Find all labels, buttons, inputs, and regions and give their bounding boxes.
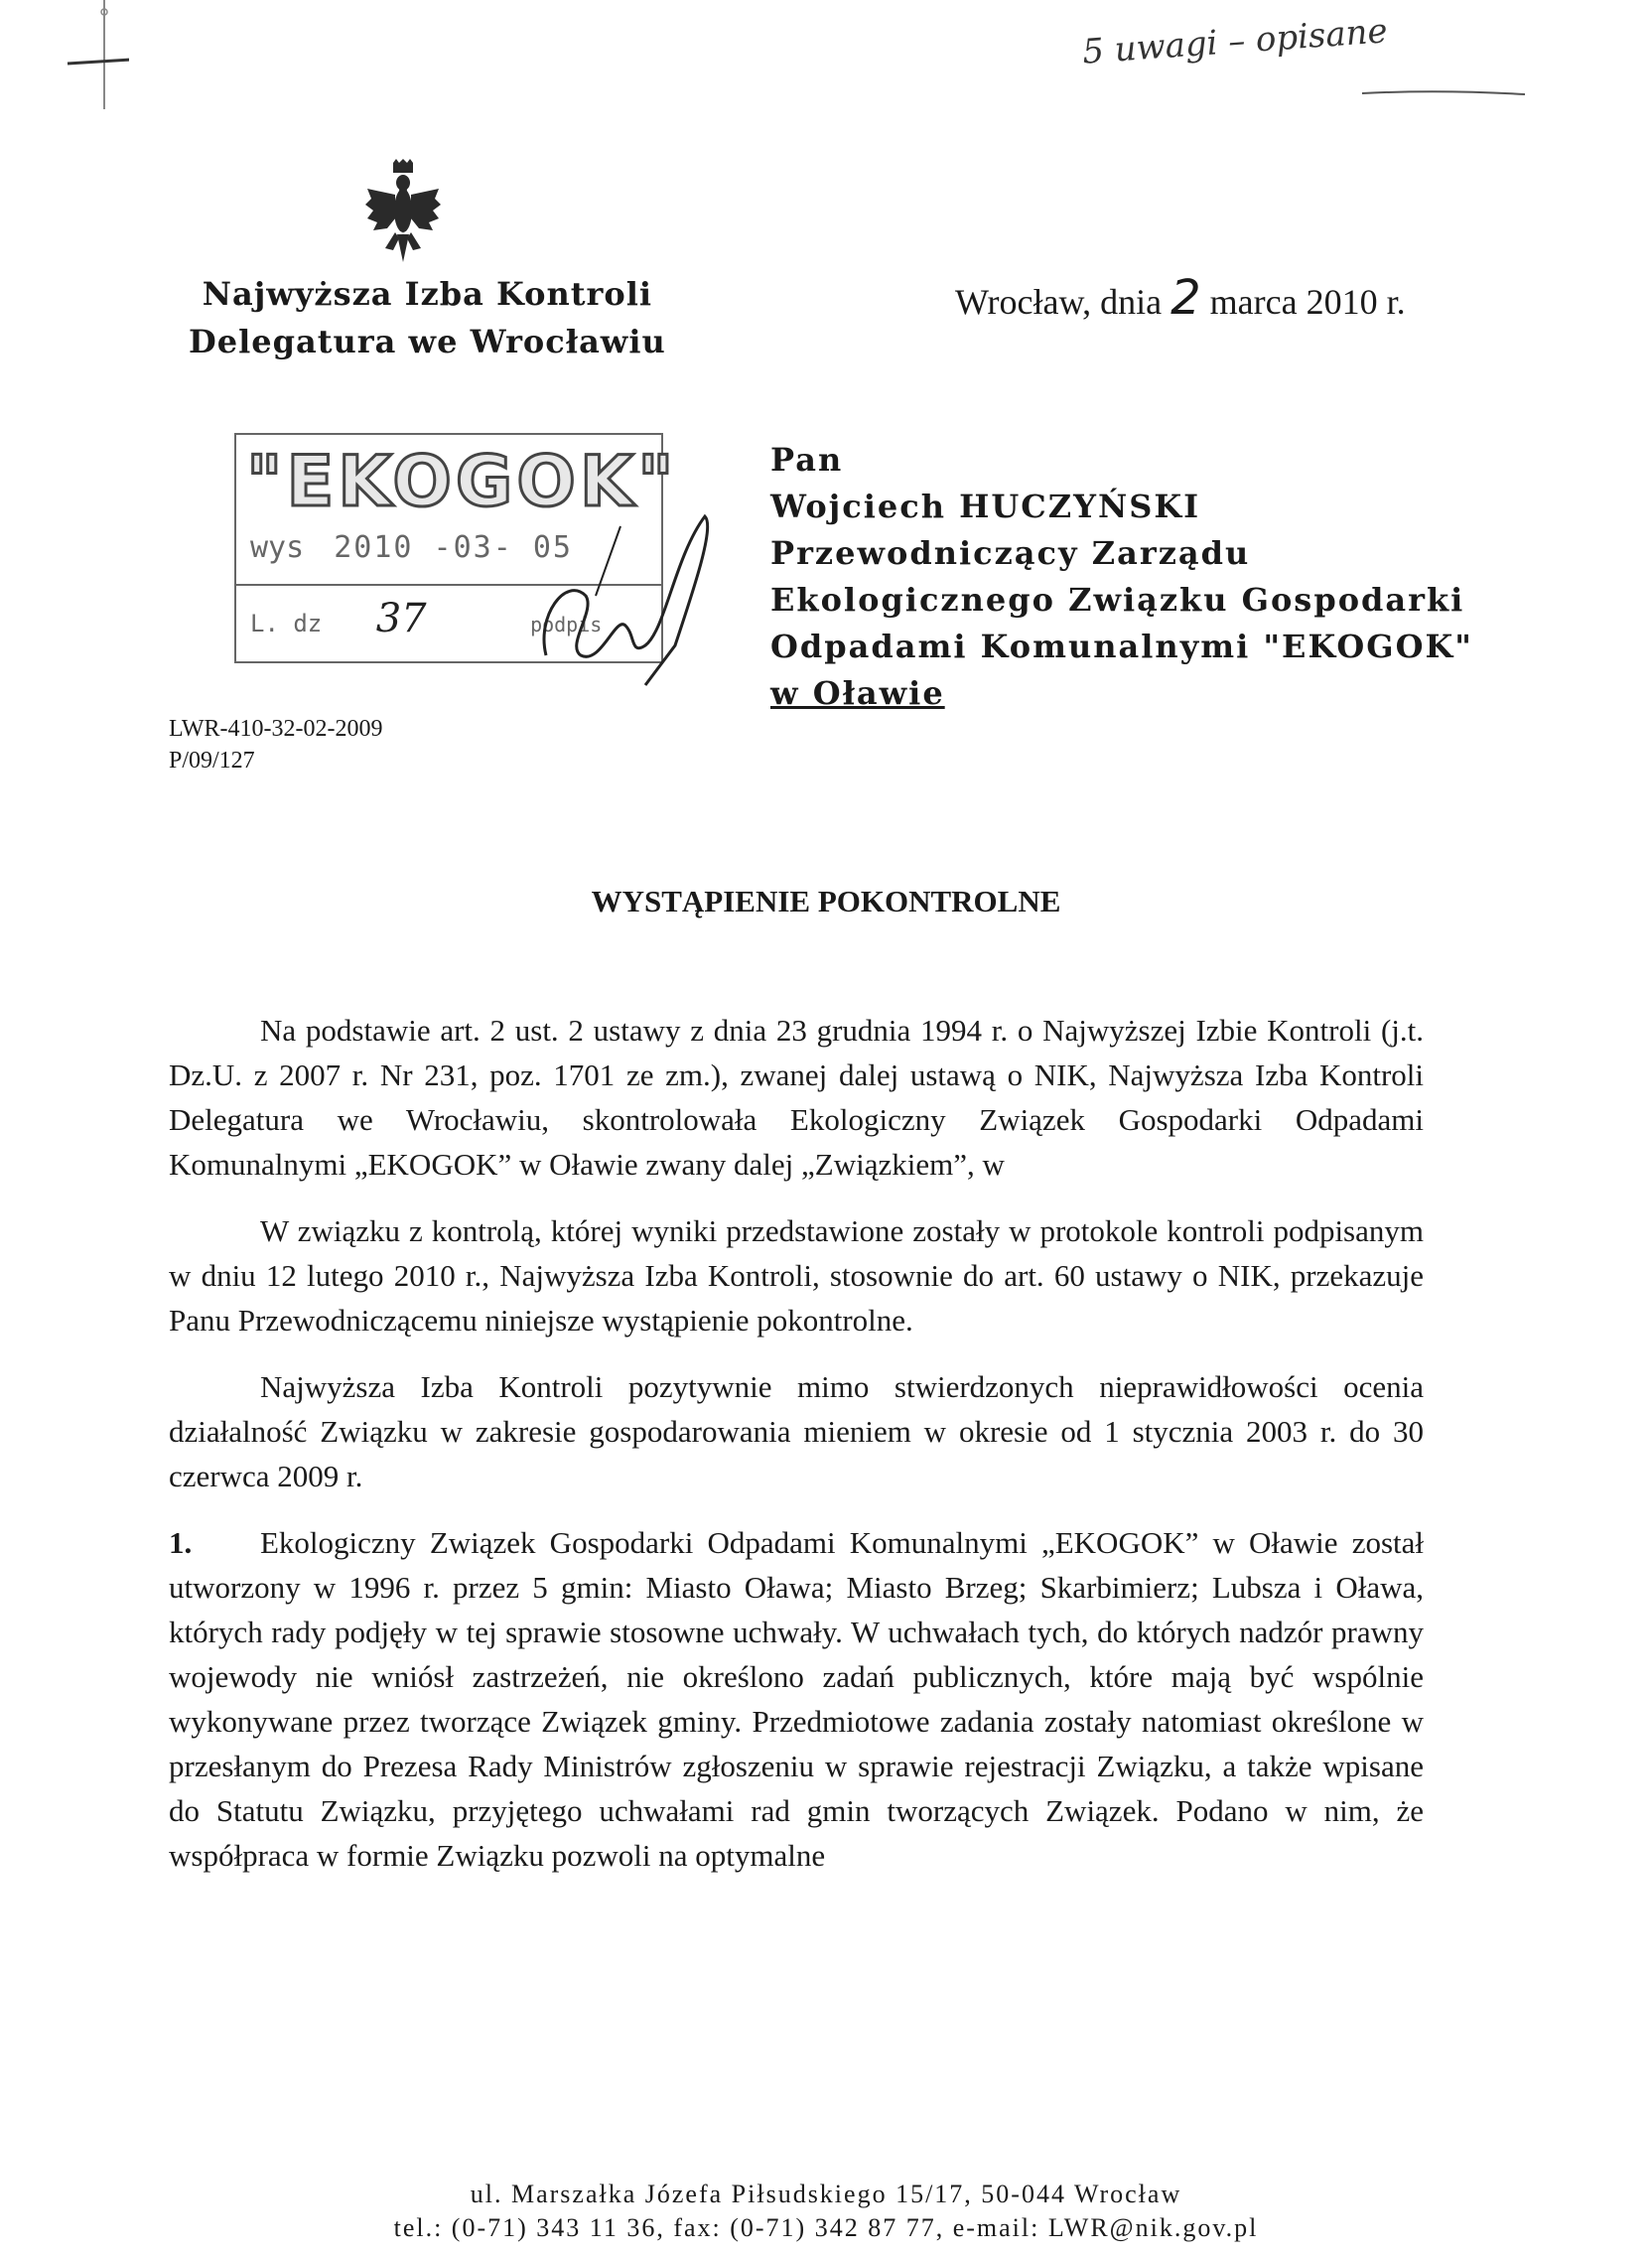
reference-control-number: P/09/127 bbox=[169, 748, 255, 774]
date-suffix: marca 2010 r. bbox=[1209, 282, 1406, 322]
paragraph-1: Na podstawie art. 2 ust. 2 ustawy z dnia 23 grudnia 1994 r. o Najwyższej Izbie Kontroli (j.t. Dz.U. z 2007 r. Nr 231, poz. 1701 ze zm.), zwanej dalej ustawą o NIK, Najwyższa Izba Kontroli Delegatura we Wrocławiu, skontrolowała Ekologiczny Związek Gospodarki Odpadami Komunalnymi „EKOGOK” w Oławie zwany dalej „Związkiem”, w bbox=[169, 1013, 1424, 1182]
document-body bbox=[169, 1008, 1424, 1900]
handwritten-underline bbox=[1360, 87, 1529, 99]
stamp-ldz-label: L. dz bbox=[250, 610, 323, 637]
addressee-position: Przewodniczący Zarządu bbox=[770, 534, 1251, 572]
organization-name bbox=[189, 270, 666, 365]
paragraph-2: W związku z kontrolą, której wyniki przedstawione zostały w protokole kontroli podpisanym w dniu 12 lutego 2010 r., Najwyższa Izba Kontroli, stosownie do art. 60 ustawy o NIK, przekazuje Panu Przewodniczącemu niniejsze wystąpienie pokontrolne. bbox=[169, 1213, 1424, 1338]
date-prefix: Wrocław, dnia bbox=[955, 282, 1163, 322]
addressee-salutation: Pan bbox=[770, 441, 844, 479]
document-title: WYSTĄPIENIE POKONTROLNE bbox=[591, 884, 1061, 918]
section-number: 1. bbox=[169, 1525, 193, 1560]
stamp-received-date: 2010 -03- 05 bbox=[334, 530, 573, 565]
addressee-organization-1: Ekologicznego Związku Gospodarki bbox=[770, 581, 1465, 619]
reference-case-number: LWR-410-32-02-2009 bbox=[169, 716, 383, 742]
addressee-block bbox=[770, 437, 1473, 717]
addressee-location: w Oławie bbox=[770, 674, 945, 712]
stamp-podpis-label: podpis bbox=[530, 613, 603, 636]
reference-numbers bbox=[169, 713, 383, 776]
organization-line-1: Najwyższa Izba Kontroli bbox=[202, 275, 653, 313]
handwritten-signature bbox=[526, 496, 725, 695]
page-footer bbox=[0, 2178, 1652, 2245]
paragraph-4-text: Ekologiczny Związek Gospodarki Odpadami Komunalnymi „EKOGOK” w Oławie został utworzony w 1996 r. przez 5 gmin: Miasto Oława; Miasto Brzeg; Skarbimierz; Lubsza i Oława, których rady podjęły w tej sprawie stosowne uchwały. W uchwałach tych, do których nadzór prawny wojewody nie wniósł zastrzeżeń, nie określono zadań publicznych, które mają być wspólnie wykonywane przez tworzące Związek gminy. Przedmiotowe zadania zostały natomiast określone w przesłanym do Prezesa Rady Ministrów zgłoszeniu w sprawie rejestracji Związku, a także wpisane do Statutu Związku, przyjętego uchwałami rad gmin tworzących Związek. Podano w nim, że współpraca w formie Związku pozwoli na optymalne bbox=[169, 1525, 1424, 1873]
paragraph-3: Najwyższa Izba Kontroli pozytywnie mimo stwierdzonych nieprawidłowości ocenia działalność Związku w zakresie gospodarowania mieniem w okresie od 1 stycznia 2003 r. do 30 czerwca 2009 r. bbox=[169, 1369, 1424, 1493]
organization-line-2: Delegatura we Wrocławiu bbox=[189, 323, 666, 360]
eagle-emblem-icon bbox=[365, 159, 441, 268]
footer-address: ul. Marszałka Józefa Piłsudskiego 15/17, 50-044 Wrocław bbox=[470, 2180, 1182, 2208]
stamp-received-row bbox=[250, 530, 573, 565]
footer-contact: tel.: (0-71) 343 11 36, fax: (0-71) 342 87 77, e-mail: LWR@nik.gov.pl bbox=[393, 2213, 1259, 2242]
addressee-organization-2: Odpadami Komunalnymi "EKOGOK" bbox=[770, 628, 1473, 665]
addressee-name: Wojciech HUCZYŃSKI bbox=[770, 488, 1201, 525]
paragraph-4 bbox=[169, 1520, 1424, 1878]
corner-mark bbox=[60, 0, 129, 119]
document-date bbox=[955, 270, 1406, 326]
stamp-received-label: wys bbox=[250, 530, 305, 565]
date-day-handwritten: 2 bbox=[1170, 270, 1201, 326]
stamp-title: "EKOGOK" bbox=[246, 441, 678, 522]
handwritten-note: 5 uwagi – opisane bbox=[1080, 11, 1389, 72]
stamp-ldz-number: 37 bbox=[375, 596, 427, 641]
